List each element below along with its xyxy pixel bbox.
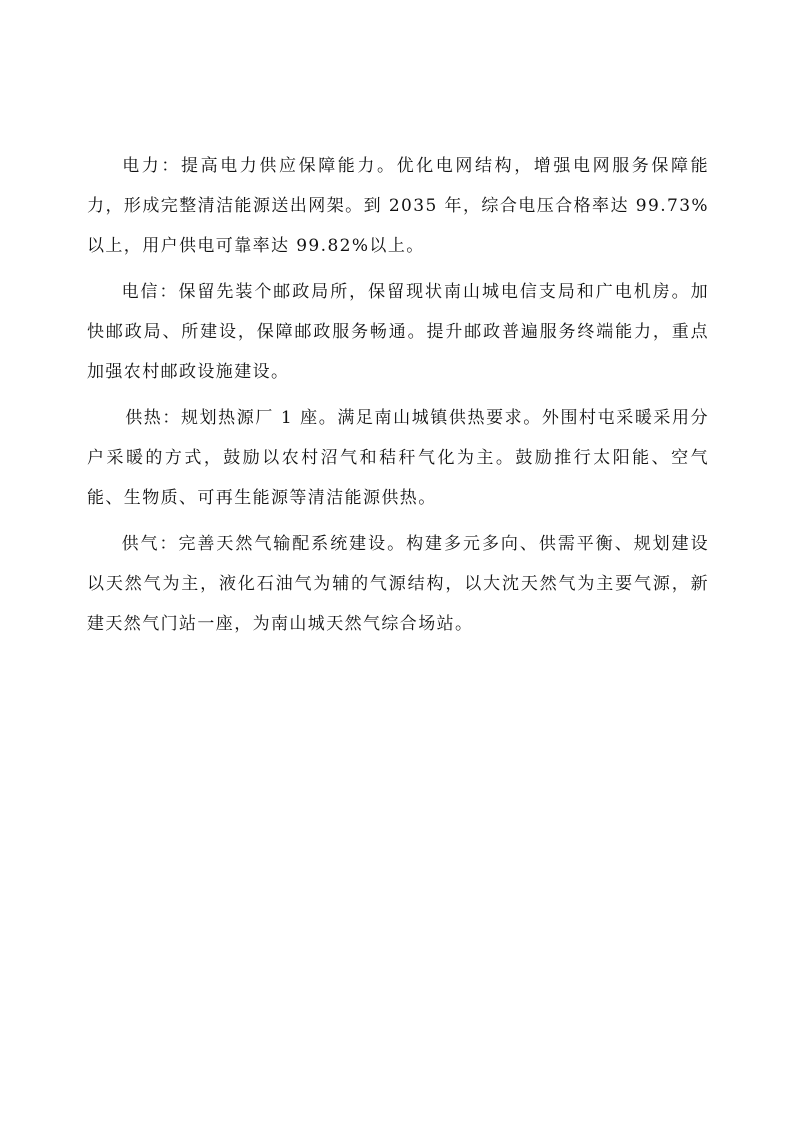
paragraph-text: 电力：提高电力供应保障能力。优化电网结构，增强电网服务保障能力，形成完整清洁能源送出网架。到 2035 年，综合电压合格率达 99.73%以上，用户供电可靠率达 99.82%以上。	[87, 156, 709, 256]
paragraph-text: 供热：规划热源厂 1 座。满足南山城镇供热要求。外围村屯采暖采用分户采暖的方式，鼓励以农村沼气和秸秆气化为主。鼓励推行太阳能、空气能、生物质、可再生能源等清洁能源供热。	[87, 408, 709, 508]
paragraph-text: 供气：完善天然气输配系统建设。构建多元多向、供需平衡、规划建设以天然气为主，液化石油气为辅的气源结构，以大沈天然气为主要气源，新建天然气门站一座，为南山城天然气综合场站。	[87, 534, 709, 634]
paragraph-telecom	[87, 272, 709, 392]
paragraph-text: 电信：保留先装个邮政局所，保留现状南山城电信支局和广电机房。加快邮政局、所建设，保障邮政服务畅通。提升邮政普遍服务终端能力，重点加强农村邮政设施建设。	[87, 282, 709, 382]
paragraph-electricity	[87, 146, 709, 266]
paragraph-gas	[87, 524, 709, 644]
paragraph-heating	[87, 398, 709, 518]
document-body	[87, 146, 709, 650]
